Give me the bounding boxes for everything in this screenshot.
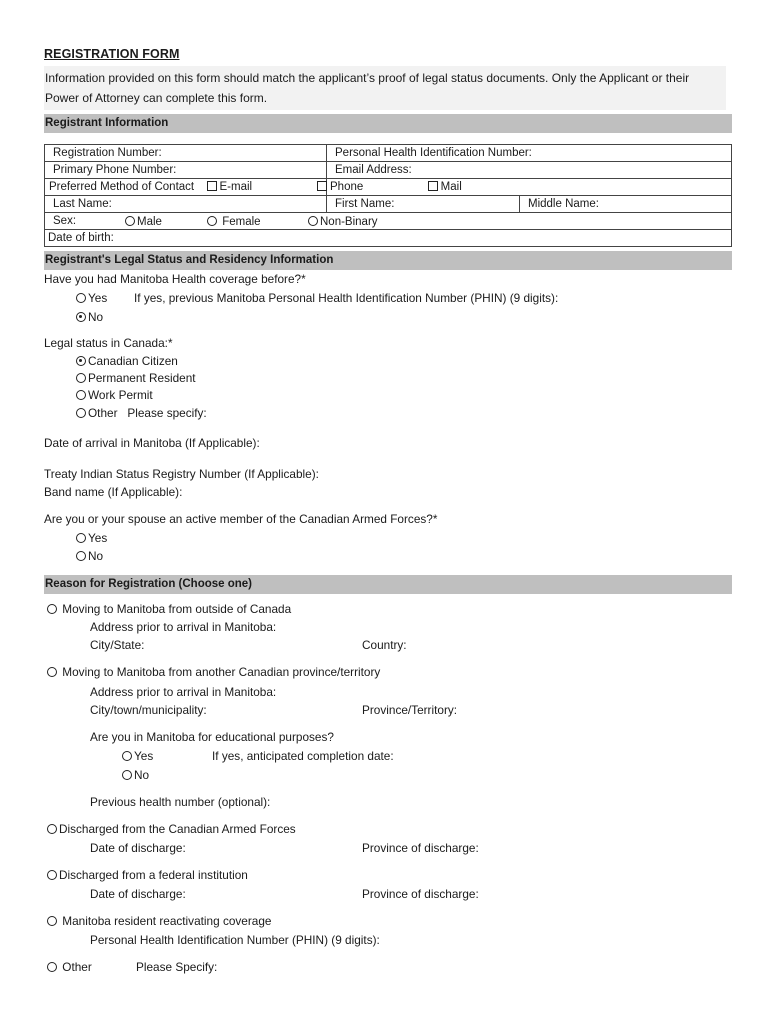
other-reason-label: Other [62,960,92,974]
armed-forces-option[interactable] [47,821,296,837]
reactivating-radio[interactable] [47,916,57,926]
phin-field[interactable] [327,145,732,162]
permanent-label: Permanent Resident [88,371,196,385]
forces-no-radio[interactable] [76,551,86,561]
federal-label: Discharged from a federal institution [59,868,248,882]
email-checkbox-label: E-mail [219,181,253,193]
male-radio[interactable] [125,216,135,226]
outside-canada-option[interactable] [47,601,291,617]
intro-text: Information provided on this form should match the applicant’s proof of legal status documents. Only the Applicant or their Power of Attorney can complete this form. [44,66,726,110]
federal-radio[interactable] [47,870,57,880]
federal-option[interactable] [47,867,248,883]
edu-no-label: No [134,768,150,782]
previous-health-label: Previous health number (optional): [90,795,271,809]
country-label: Country: [362,638,407,652]
other-province-option[interactable] [47,664,380,680]
female-option[interactable] [207,214,261,230]
other-status-radio[interactable] [76,408,86,418]
coverage-no-option[interactable] [76,309,103,325]
treaty-label: Treaty Indian Status Registry Number (If Applicable): [44,467,319,481]
band-label: Band name (If Applicable): [44,485,183,499]
forces-yes-label: Yes [88,531,108,545]
outside-canada-radio[interactable] [47,604,57,614]
education-question: Are you in Manitoba for educational purposes? [90,730,334,744]
last-name-field[interactable] [45,196,327,213]
phone-checkbox[interactable] [317,181,327,191]
discharge-date2-label: Date of discharge: [90,887,186,901]
non-binary-option[interactable] [308,214,378,230]
other-status-label: Other [88,406,118,420]
male-option[interactable] [125,214,162,230]
coverage-no-label: No [88,310,104,324]
armed-forces-label: Discharged from the Canadian Armed Forces [59,822,296,836]
primary-phone-field[interactable] [45,162,327,179]
dob-label: Date of birth: [48,232,114,244]
outside-canada-label: Moving to Manitoba from outside of Canada [62,602,292,616]
work-permit-radio[interactable] [76,390,86,400]
mail-checkbox-label: Mail [440,181,462,193]
armed-forces-radio[interactable] [47,824,57,834]
email-label: Email Address: [335,164,412,176]
last-name-label: Last Name: [53,198,112,210]
registrant-info-table [44,144,732,247]
contact-options [327,179,732,196]
forces-yes-option[interactable] [76,530,107,546]
citizen-option[interactable] [76,353,178,369]
section-reason: Reason for Registration (Choose one) [44,575,732,594]
section-legal-status: Registrant's Legal Status and Residency Information [44,251,732,270]
legal-status-question: Legal status in Canada:* [44,336,173,350]
forces-no-label: No [88,549,104,563]
email-field[interactable] [327,162,732,179]
forces-no-option[interactable] [76,548,103,564]
edu-no-radio[interactable] [122,770,132,780]
city-state-label: City/State: [90,638,145,652]
edu-yes-radio[interactable] [122,751,132,761]
forces-yes-radio[interactable] [76,533,86,543]
coverage-no-radio[interactable] [76,312,86,322]
other-province-label: Moving to Manitoba from another Canadian province/territory [62,665,381,679]
sex-row [45,213,732,230]
citizen-radio[interactable] [76,356,86,366]
permanent-radio[interactable] [76,373,86,383]
prev-phin-label: If yes, previous Manitoba Personal Health Identification Number (PHIN) (9 digits): [134,291,559,305]
other-reason-option[interactable] [47,959,92,975]
work-permit-option[interactable] [76,387,153,403]
other-reason-specify: Please Specify: [136,960,218,974]
edu-yes-option[interactable] [122,748,153,764]
other-status-specify: Please specify: [127,406,207,420]
first-name-label: First Name: [335,198,395,210]
coverage-yes-radio[interactable] [76,293,86,303]
middle-name-field[interactable] [520,196,732,213]
arrival-date-label: Date of arrival in Manitoba (If Applicable): [44,436,260,450]
city-town-label: City/town/municipality: [90,703,207,717]
mail-checkbox[interactable] [428,181,438,191]
non-binary-radio[interactable] [308,216,318,226]
reactivating-label: Manitoba resident reactivating coverage [62,914,272,928]
female-radio[interactable] [207,216,217,226]
coverage-yes-label: Yes [88,291,108,305]
male-label: Male [137,216,162,228]
reactivating-option[interactable] [47,913,271,929]
completion-date-label: If yes, anticipated completion date: [212,749,394,763]
edu-yes-label: Yes [134,749,154,763]
work-permit-label: Work Permit [88,388,153,402]
coverage-question: Have you had Manitoba Health coverage before?* [44,272,306,286]
preferred-contact-label: Preferred Method of Contact [49,181,195,193]
other-reason-radio[interactable] [47,962,57,972]
primary-phone-label: Primary Phone Number: [53,164,177,176]
form-title: REGISTRATION FORM [44,47,180,61]
registration-number-label: Registration Number: [53,147,162,159]
female-label: Female [222,216,261,228]
forces-question: Are you or your spouse an active member of the Canadian Armed Forces?* [44,512,438,526]
permanent-option[interactable] [76,370,196,386]
edu-no-option[interactable] [122,767,149,783]
coverage-yes-option[interactable] [76,290,107,306]
address-prior-label: Address prior to arrival in Manitoba: [90,620,277,634]
phone-checkbox-label: Phone [330,181,364,193]
middle-name-label: Middle Name: [528,198,599,210]
citizen-label: Canadian Citizen [88,354,178,368]
other-province-radio[interactable] [47,667,57,677]
preferred-contact-row [45,179,327,196]
non-binary-label: Non-Binary [320,216,378,228]
email-checkbox[interactable] [207,181,217,191]
address-prior2-label: Address prior to arrival in Manitoba: [90,685,277,699]
discharge-date-label: Date of discharge: [90,841,186,855]
sex-label: Sex: [53,215,77,227]
registration-number-field[interactable] [45,145,327,162]
province-territory-label: Province/Territory: [362,703,458,717]
other-status-option[interactable] [76,405,207,421]
section-registrant-info: Registrant Information [44,114,732,133]
discharge-province2-label: Province of discharge: [362,887,479,901]
phin-label: Personal Health Identification Number: [335,147,532,159]
dob-field[interactable] [45,230,732,247]
reactivating-phin-label: Personal Health Identification Number (PHIN) (9 digits): [90,933,380,947]
discharge-province-label: Province of discharge: [362,841,479,855]
first-name-field[interactable] [327,196,520,213]
